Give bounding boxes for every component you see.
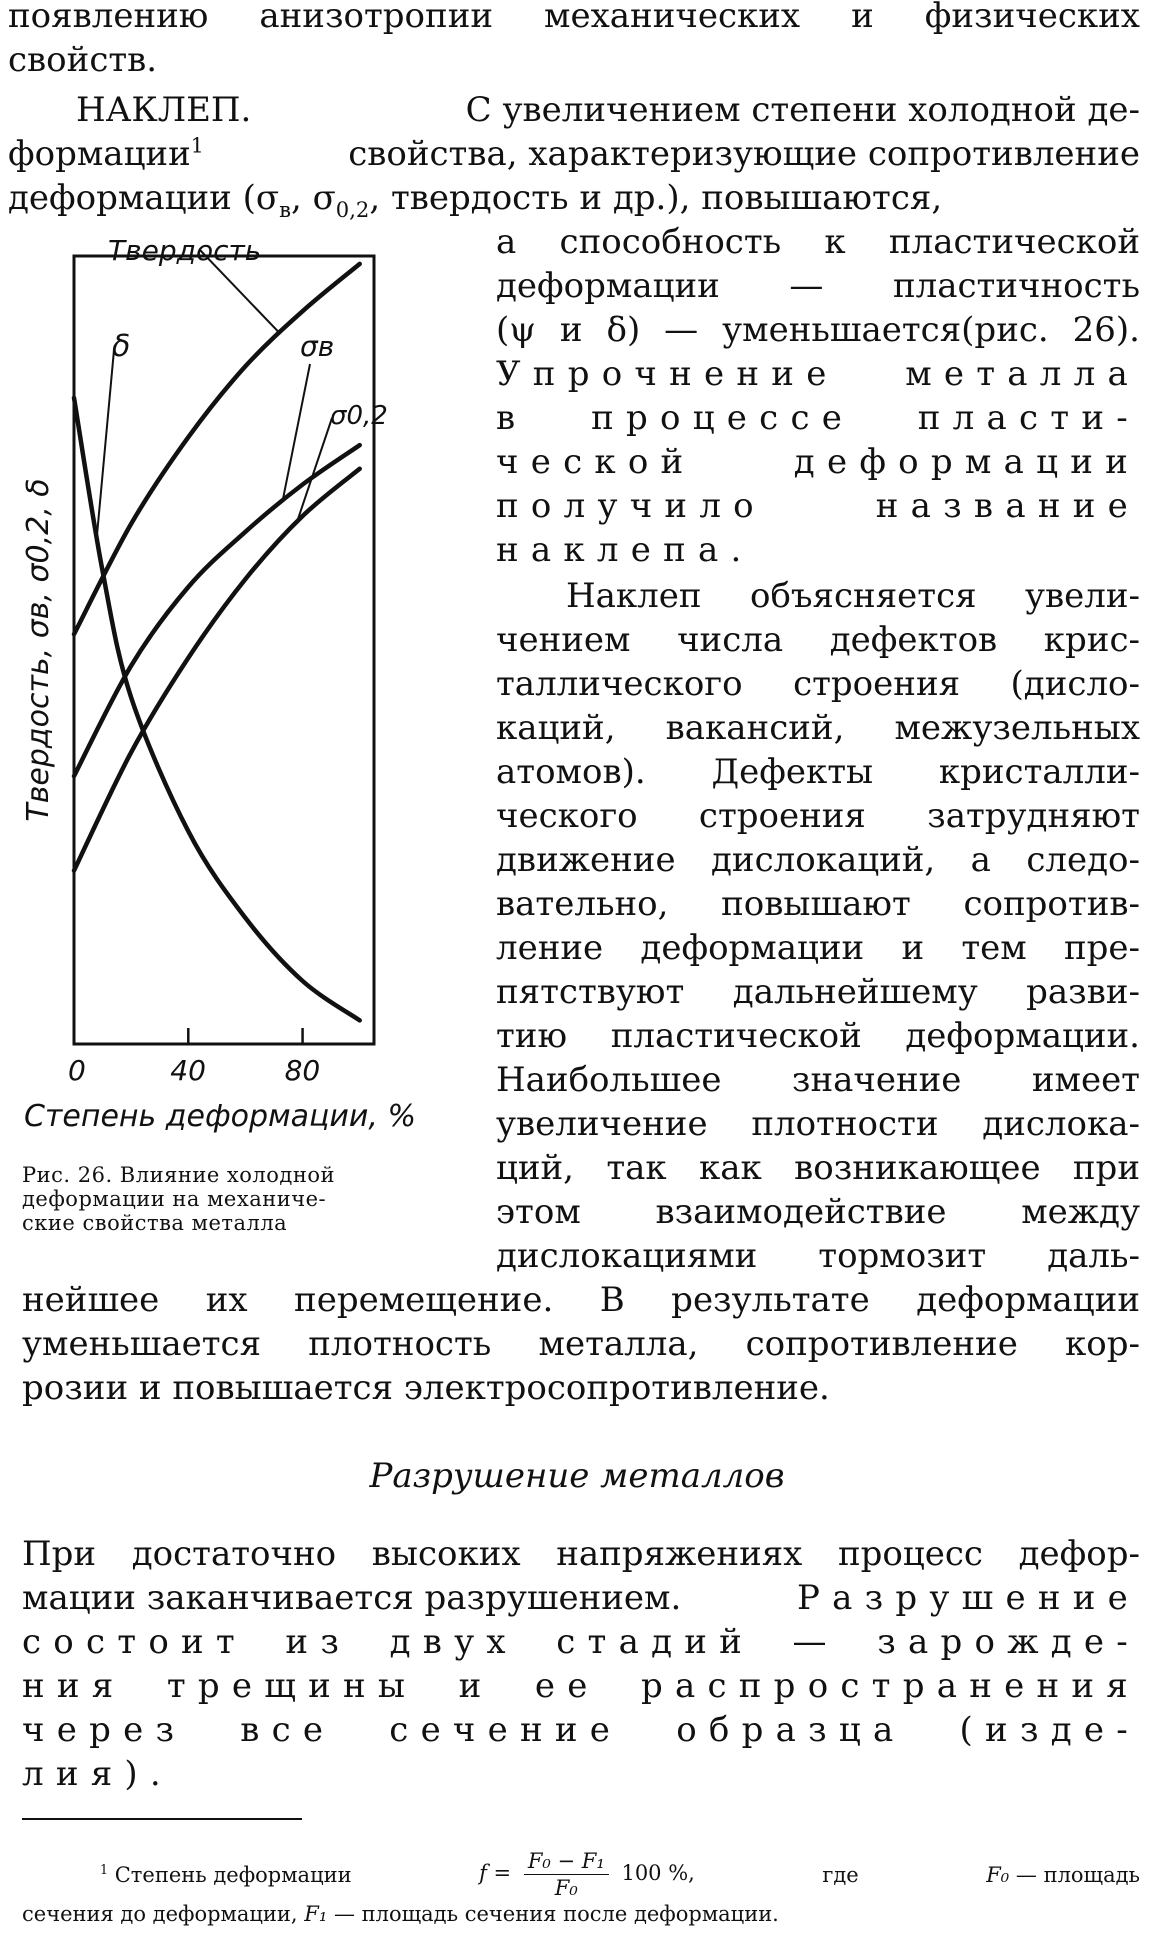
x-axis-label: Степень деформации, %	[23, 1099, 417, 1134]
formula-lhs: f =	[479, 1861, 512, 1885]
label-leader-line	[97, 350, 114, 537]
text-segment: деформации (σ	[8, 178, 280, 218]
footnote-line	[22, 1900, 779, 1928]
subscript: в	[279, 196, 291, 222]
footnote-rule	[22, 1818, 302, 1820]
text-line: Наибольшее значение имеет	[496, 1060, 1140, 1100]
text-line	[76, 88, 1140, 132]
text-line: атомов). Дефекты кристалли-	[496, 752, 1140, 792]
text-line	[8, 132, 1140, 176]
fraction-numerator: F₀ − F₁	[524, 1848, 609, 1875]
formula-fraction	[524, 1848, 609, 1901]
text-segment: — площадь сечения после деформации.	[333, 1902, 779, 1926]
text-line: (ψ и δ) — уменьшается(рис. 26).	[496, 310, 1140, 350]
series-line-hardness	[74, 264, 360, 634]
figure-caption-line: деформации на механиче-	[22, 1187, 327, 1211]
text-line: ческого строения затрудняют	[496, 796, 1140, 836]
text-segment: — площадь	[1015, 1862, 1140, 1887]
subscript: 0,2	[335, 196, 370, 222]
footnote-marker[interactable]: 1	[190, 133, 204, 158]
spaced-text-line: наклепа.	[496, 530, 754, 570]
text-line: движение дислокаций, а следо-	[496, 840, 1140, 880]
series-line-delta	[74, 398, 360, 1021]
spaced-text-line: лия).	[22, 1754, 173, 1794]
text-line: вательно, повышают сопротив-	[496, 884, 1140, 924]
text-segment: где	[822, 1862, 859, 1887]
text-line: увеличение плотности дислока-	[496, 1104, 1140, 1144]
text-line: нейшее их перемещение. В результате деформации	[22, 1280, 1140, 1320]
series-label-sigma-02: σ0,2	[330, 401, 388, 431]
spaced-text-line: получило название	[496, 486, 1140, 526]
series-label-delta: δ	[112, 329, 131, 364]
spaced-text-line: ческой деформации	[496, 442, 1140, 482]
text-line: деформации — пластичность	[496, 266, 1140, 306]
text-line: Наклеп объясняется увели-	[566, 576, 1140, 616]
x-tick-label: 0	[68, 1054, 86, 1087]
y-axis-label: Твердость, σв, σ0,2, δ	[21, 478, 56, 822]
text-line: ций, так как возникающее при	[496, 1148, 1140, 1188]
spaced-text-line: в процессе пласти-	[496, 398, 1140, 438]
series-line-sigma-02	[74, 469, 360, 871]
text-segment: , твердость и др.), повышаются,	[369, 178, 943, 218]
figure-caption-line: Рис. 26. Влияние холодной	[22, 1163, 335, 1187]
x-tick-label: 40	[170, 1054, 206, 1087]
text-segment: мации заканчивается разрушением.	[22, 1578, 682, 1618]
series-label-sigma-b: σв	[300, 330, 335, 363]
text-line: этом взаимодействие между	[496, 1192, 1140, 1232]
variable: F₁	[304, 1902, 328, 1926]
text-segment: формации	[8, 134, 191, 174]
figure-caption-line: ские свойства металла	[22, 1211, 288, 1235]
text-segment: сечения до деформации,	[22, 1902, 298, 1926]
deformation-chart	[0, 240, 460, 1160]
text-line: пятствуют дальнейшему разви-	[496, 972, 1140, 1012]
text-line: тию пластической деформации.	[496, 1016, 1140, 1056]
text-line: При достаточно высоких напряжениях процесс дефор-	[22, 1534, 1140, 1574]
series-label-hardness: Твердость	[108, 240, 262, 267]
spaced-text-line: ния трещины и ее распространения	[22, 1666, 1140, 1706]
text-line: розии и повышается электросопротивление.	[22, 1368, 830, 1408]
series-line-sigma-b	[74, 445, 360, 776]
text-line: каций, вакансий, межузельных	[496, 708, 1140, 748]
spaced-text-line: Упрочнение металла	[496, 354, 1140, 394]
x-tick-label: 80	[284, 1054, 321, 1087]
spaced-text-line: состоит из двух стадий — зарожде-	[22, 1622, 1140, 1662]
text-segment: свойства, характеризующие сопротивление	[348, 134, 1140, 174]
text-line: дислокациями тормозит даль-	[496, 1236, 1140, 1276]
text-line: свойств.	[8, 40, 158, 80]
text-line: чением числа дефектов крис-	[496, 620, 1140, 660]
text-segment: , σ	[290, 178, 336, 218]
footnote-line	[100, 1848, 1140, 1901]
footnote-marker: 1	[100, 1861, 109, 1877]
text-segment: С увеличением степени холодной де-	[465, 90, 1140, 130]
text-line: появлению анизотропии механических и физических	[8, 0, 1140, 36]
text-line: уменьшается плотность металла, сопротивление кор-	[22, 1324, 1140, 1364]
text-line: а способность к пластической	[496, 222, 1140, 262]
spaced-text-segment: Разрушение	[796, 1578, 1140, 1618]
text-line	[22, 1576, 1140, 1620]
spaced-text-line: через все сечение образца (изде-	[22, 1710, 1140, 1750]
term-heading: НАКЛЕП.	[76, 90, 252, 130]
section-heading: Разрушение металлов	[369, 1456, 785, 1496]
variable: F₀	[986, 1862, 1010, 1887]
text-segment: Степень деформации	[114, 1862, 352, 1887]
fraction-denominator: F₀	[554, 1876, 578, 1900]
formula-tail: 100 %,	[621, 1861, 695, 1885]
text-line	[8, 176, 942, 220]
text-line: ление деформации и тем пре-	[496, 928, 1140, 968]
text-line: таллического строения (дисло-	[496, 664, 1140, 704]
